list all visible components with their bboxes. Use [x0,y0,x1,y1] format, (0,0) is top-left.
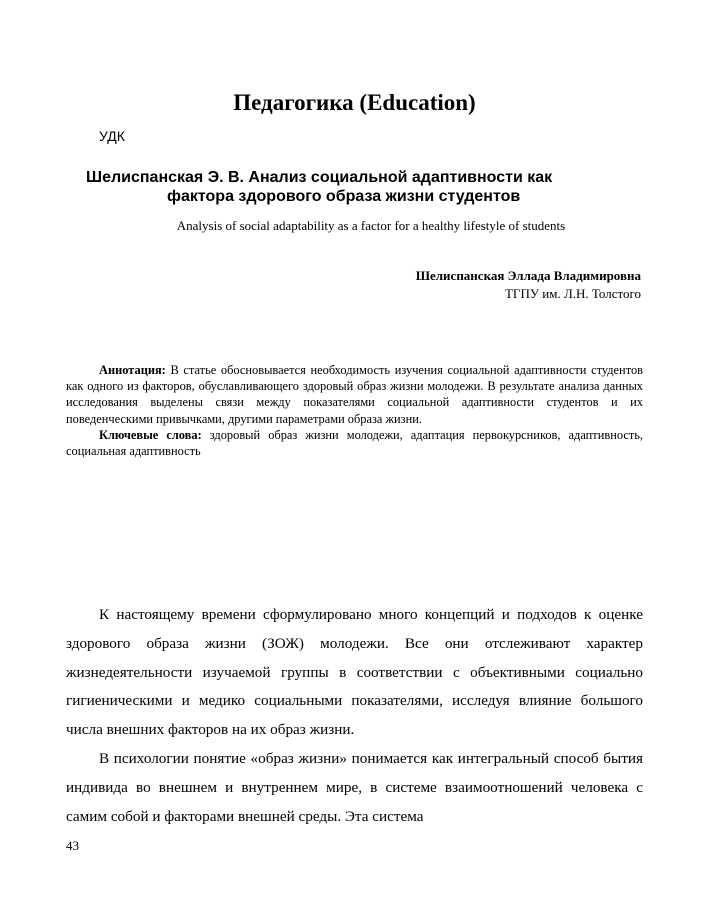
keywords-paragraph [66,427,643,459]
udk-label: УДК [99,128,125,144]
article-title [80,168,642,206]
body-paragraph-1: К настоящему времени сформулировано много концепций и подходов к оценке здорового образа жизни (ЗОЖ) молодежи. Все они отслеживают характер жизнедеятельности изучаемой группы в соответствии с объективными социально гигиеническими и медико социальными показателями, исследуя влияние большого числа внешних факторов на их образ жизни. [66,606,643,739]
page-number: 43 [66,838,79,853]
abstract-paragraph [66,362,643,427]
body-text [66,601,643,831]
article-title-line-1: Шелиспанская Э. В. Анализ социальной адаптивности как [86,169,553,186]
abstract-text: В статье обосновывается необходимость изучения социальной адаптивности студентов как одного из факторов, обуславливающего здоровый образ жизни молодежи. В результате анализа данных исследования выделены связи между показателями социальной адаптивности студентов и их поведенческими привычками, другими параметрами образа жизни. [66,363,643,426]
author-affiliation: ТГПУ им. Л.Н. Толстого [504,286,641,301]
keywords-text: здоровый образ жизни молодежи, адаптация первокурсников, адаптивность, социальная адаптивность [66,427,643,459]
keywords-label: Ключевые слова: [99,427,202,442]
abstract-block [66,362,643,459]
body-paragraph-2: В психологии понятие «образ жизни» понимается как интегральный способ бытия индивида во внешнем и внутреннем мире, в системе взаимоотношений человека с самим собой и факторами внешней среды. Эта система [66,749,643,825]
abstract-label: Аннотация: [99,363,166,377]
section-title: Педагогика (Education) [233,90,476,115]
article-subtitle-english: Analysis of social adaptability as a factor for a healthy lifestyle of students [176,218,566,233]
article-title-line-2: фактора здорового образа жизни студентов [167,188,521,205]
author-name: Шелиспанская Эллада Владимировна [415,268,641,283]
